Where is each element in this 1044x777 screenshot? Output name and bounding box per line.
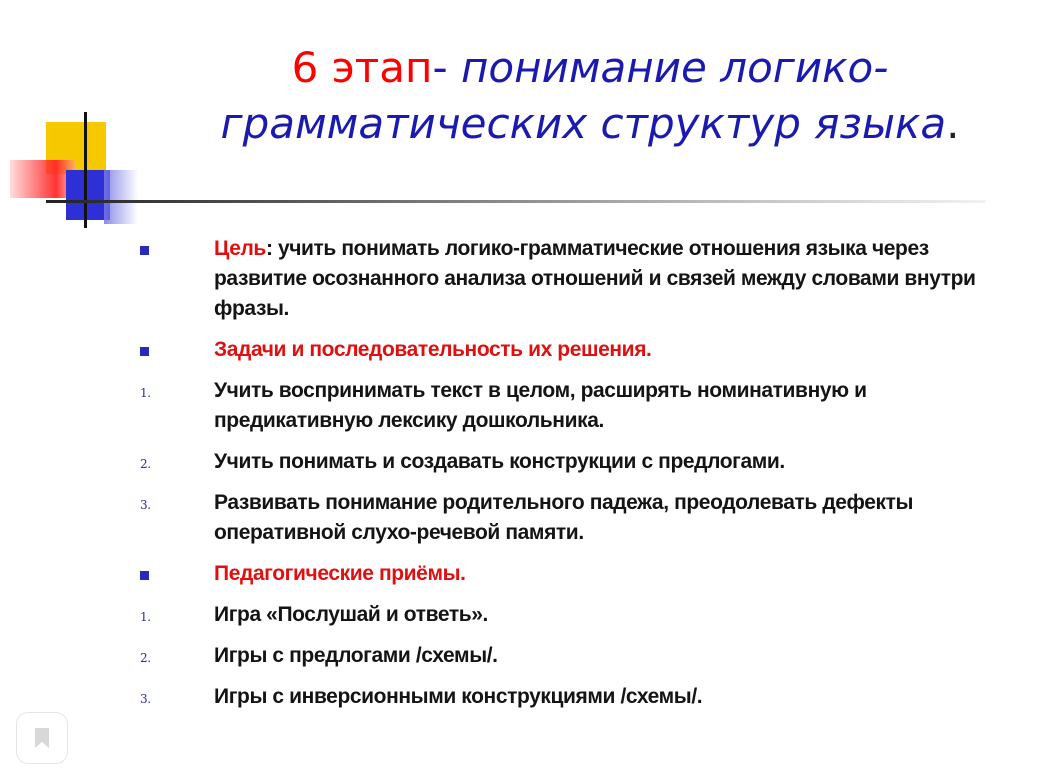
goal-label: Цель — [214, 237, 266, 260]
title-italic: понимание логико-грамматических структур языка — [220, 43, 947, 148]
title-stage: 6 этап — [291, 43, 433, 92]
title-divider — [46, 200, 986, 203]
tasks-heading: Задачи и последовательность их решения. — [214, 338, 652, 361]
list-number: 1. — [140, 610, 151, 624]
decor-blue-glow — [104, 170, 138, 224]
list-number: 2. — [140, 457, 151, 471]
methods-heading-item — [140, 559, 1020, 589]
method-item-2 — [140, 641, 1020, 671]
list-number: 2. — [140, 651, 151, 665]
content-list — [140, 234, 1020, 723]
goal-item — [140, 234, 1020, 324]
decor-vertical-line — [84, 112, 87, 228]
list-number: 3. — [140, 692, 151, 706]
method-text: Игры с инверсионными конструкциями /схемы/. — [214, 685, 703, 708]
task-item-3 — [140, 488, 1020, 548]
method-item-3 — [140, 682, 1020, 712]
title-dash: - — [432, 43, 461, 92]
bullet-icon — [140, 571, 149, 580]
task-item-2 — [140, 447, 1020, 477]
bookmark-icon — [34, 727, 50, 749]
bookmark-button[interactable] — [16, 712, 68, 764]
task-text: Развивать понимание родительного падежа, преодолевать дефекты оперативной слухо-речевой памяти. — [214, 491, 914, 544]
method-text: Игры с предлогами /схемы/. — [214, 644, 498, 667]
bullet-icon — [140, 347, 149, 356]
title-dot: . — [946, 99, 960, 148]
task-text: Учить понимать и создавать конструкции с предлогами. — [214, 450, 785, 473]
bullet-icon — [140, 246, 149, 255]
goal-text: : учить понимать логико-грамматические отношения языка через развитие осознанного анализа отношений и связей между словами внутри фразы. — [214, 237, 976, 320]
slide-title — [160, 40, 1020, 152]
task-item-1 — [140, 376, 1020, 436]
tasks-heading-item — [140, 335, 1020, 365]
method-item-1 — [140, 600, 1020, 630]
list-number: 1. — [140, 386, 151, 400]
methods-heading: Педагогические приёмы. — [214, 562, 466, 585]
method-text: Игра «Послушай и ответь». — [214, 603, 488, 626]
list-number: 3. — [140, 498, 151, 512]
task-text: Учить воспринимать текст в целом, расширять номинативную и предикативную лексику дошкольника. — [214, 379, 867, 432]
